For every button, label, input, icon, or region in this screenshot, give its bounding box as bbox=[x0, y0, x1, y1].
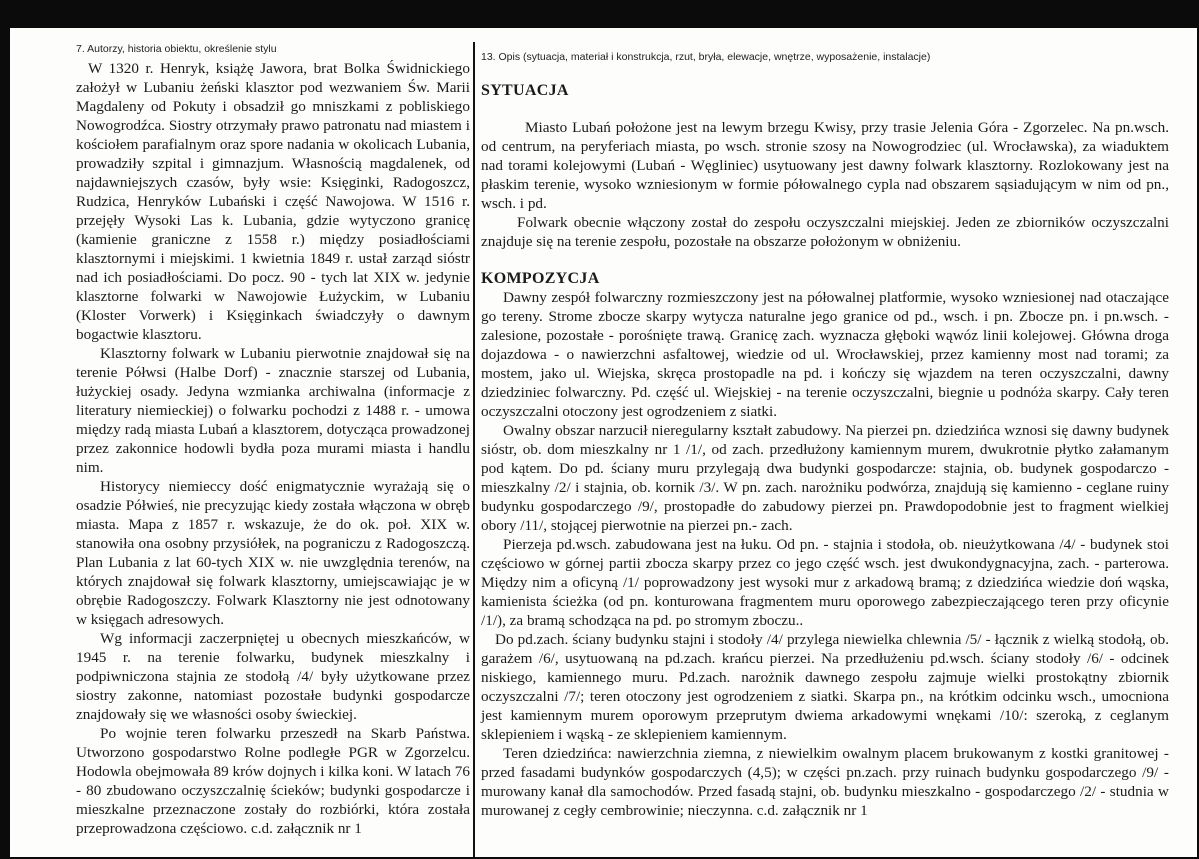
kompozycja-paragraph: Do pd.zach. ściany budynku stajni i stodoły /4/ przylega niewielka chlewnia /5/ - łącznik z wielką stodołą, ob. garażem /6/, usytuowaną na pd.zach. krańcu pierzei. Na przedłużeniu pd.wsch. ściany stodoły /6/ - odcinek niskiego, kamiennego muru. Pd.zach. narożnik dawnego zespołu zajmuje wielki prostokątny zbiornik oczyszczalni /7/; teren otoczony jest ogrodzeniem z siatki. Skarpa pn., na krótkim odcinku wsch., umocniona jest kamiennym murem oporowym przeprutym dwiema arkadowymi wnękami /10/: szeroką, z ceglanym sklepieniem i wąską - ze sklepieniem kamiennym. bbox=[481, 631, 1169, 743]
section-title-sytuacja: SYTUACJA bbox=[481, 82, 569, 99]
history-paragraph: Klasztorny folwark w Lubaniu pierwotnie znajdował się na terenie Półwsi (Halbe Dorf) - znacznie starszej od Lubania, łużyckiej osady. Jedyna wzmianka archiwalna (informacje z literatury niemieckiej) o folwarku pochodzi z 1488 r. - umowa między radą miasta Lubań a klasztorem, dotycząca prowadzonej przez zakonnice hodowli bydła poza murami miasta i handlu nim. bbox=[76, 345, 470, 476]
history-paragraph: W 1320 r. Henryk, książę Jawora, brat Bolka Świdnickiego założył w Lubaniu żeński klasztor pod wezwaniem Św. Marii Magdaleny od Pokuty i obsadził go mniszkami z pobliskiego Nowogrodźca. Siostry otrzymały prawo patronatu nad miastem i kościołem parafialnym oraz spore nadania w okolicach Lubania, prowadziły szpital i gimnazjum. Własnością magdalenek, od najdawniejszych czasów, były wsie: Księginki, Radogoszcz, Rudzica, Henryków Lubański i część Nawojowa. W 1516 r. przejęły Wysoki Las k. Lubania, gdzie wytyczono granicę (kamienie graniczne z 1558 r.) między posiadłościami klasztornymi i miejskimi. 1 kwietnia 1849 r. ustał zarząd sióstr nad ich posiadłościami. Do pocz. 90 - tych lat XIX w. jedynie klasztorne folwarki w Nawojowie Łużyckim, w Lubaniu (Kloster Vorwerk) i Księginkach świadczyły o dawnym bogactwie klasztoru. bbox=[76, 60, 470, 343]
history-header: 7. Autorzy, historia obiektu, określenie stylu bbox=[76, 43, 277, 55]
kompozycja-paragraph: Teren dziedzińca: nawierzchnia ziemna, z niewielkim owalnym placem brukowanym z kostki granitowej - przed fasadami budynków gospodarczych (4,5); w części pn.zach. przy ruinach budynku gospodarczego /9/ - murowany kanał dla samochodów. Przed fasadą stajni, ob. budynku mieszkalno - gospodarczego /2/ - studnia w murowanej z cegły cembrowinie; nieczynna. c.d. załącznik nr 1 bbox=[481, 745, 1169, 819]
kompozycja-paragraph: Pierzeja pd.wsch. zabudowana jest na łuku. Od pn. - stajnia i stodoła, ob. nieużytkowana /4/ - budynek stoi częściowo w górnej partii zbocza skarpy przez co jego część wsch. jest dwukondygnacyjna, zach. - parterowa. Między nim a oficyną /1/ poprowadzony jest wysoki mur z arkadową bramą; z dziedzińca wiedzie doń wąska, kamienista ścieżka (od pn. konturowana fragmentem muru oporowego zabezpieczającego teren przy oficynie /1/), za bramą schodząca na pd. po stromym zboczu.. bbox=[481, 536, 1169, 629]
document-page bbox=[10, 28, 1197, 857]
history-column bbox=[76, 43, 470, 838]
section-title-kompozycja: KOMPOZYCJA bbox=[481, 270, 600, 287]
kompozycja-paragraph: Owalny obszar narzucił nieregularny kształt zabudowy. Na pierzei pn. dziedzińca wznosi się dawny budynek sióstr, ob. dom mieszkalny nr 1 /1/, od zach. przedłużony kamiennym murem, dwukrotnie płytko załamanym pod kątem. Do pd. ściany muru przylegają dwa budynki gospodarcze: stajnia, ob. budynek gospodarczo - mieszkalny /2/ i stajnia, ob. kornik /3/. W pn. zach. narożniku podwórza, znajdują się kamienno - ceglane ruiny budynku gospodarczego /9/, prostopadłe do zabudowy pierzei pn. Prawdopodobnie jest to fragment wielkiej obory /11/, stojącej pierwotnie na pierzei pn.- zach. bbox=[481, 422, 1169, 534]
kompozycja-paragraph: Dawny zespół folwarczny rozmieszczony jest na półowalnej platformie, wysoko wzniesionej nad otaczające go tereny. Strome zbocze skarpy wytycza naturalne jego granice od pd., wsch. i pn. Zbocze pn. i pn.wsch. - zalesione, pozostałe - porośnięte trawą. Granicę zach. wyznacza głęboki wąwóz linii kolejowej. Główna droga dojazdowa - o nawierzchni asfaltowej, wiedzie od ul. Wrocławskiej, przez kamienny most nad torami; za mostem, jako ul. Wiejska, skręca prostopadle na pd. i kończy się wjazdem na teren oczyszczalni, dawny dziedziniec folwarczny. Pd. część ul. Wiejskiej - na terenie oczyszczalni, biegnie u podnóża skarpy. Cały teren oczyszczalni otoczony jest ogrodzeniem z siatki. bbox=[481, 289, 1169, 420]
history-paragraph: Wg informacji zaczerpniętej u obecnych mieszkańców, w 1945 r. na terenie folwarku, budynek mieszkalny i podpiwniczona stajnia ze stodołą /4/ były użytkowane przez siostry zakonne, natomiast pozostałe budynki gospodarcze znajdowały się we własności osoby świeckiej. bbox=[76, 630, 470, 723]
sytuacja-paragraph: Folwark obecnie włączony został do zespołu oczyszczalni miejskiej. Jeden ze zbiorników oczyszczalni znajduje się na terenie zespołu, pozostałe na obszarze położonym w obniżeniu. bbox=[481, 214, 1169, 250]
history-paragraph: Po wojnie teren folwarku przeszedł na Skarb Państwa. Utworzono gospodarstwo Rolne podległe PGR w Zgorzelcu. Hodowla obejmowała 89 krów dojnych i kilka koni. W latach 76 - 80 zbudowano oczyszczalnię ścieków; budynki gospodarcze i mieszkalne przeznaczone zostały do rozbiórki, która została przeprowadzona częściowo. c.d. załącznik nr 1 bbox=[76, 725, 470, 837]
description-header: 13. Opis (sytuacja, materiał i konstrukcja, rzut, bryła, elewacje, wnętrze, wyposażenie, instalacje) bbox=[481, 51, 931, 63]
history-paragraph: Historycy niemieccy dość enigmatycznie wyrażają się o osadzie Półwieś, nie precyzując kiedy została włączona w obręb miasta. Mapa z 1857 r. wskazuje, że do ok. poł. XIX w. stanowiła ona osobny przysiółek, na pograniczu z Radogoszczą. Plan Lubania z lat 60-tych XIX w. nie uwzględnia terenów, na których znajdował się folwark klasztorny, umiejscawiając je w obrębie Radogoszczy. Folwark Klasztorny nie jest odnotowany w księgach adresowych. bbox=[76, 478, 470, 628]
description-column bbox=[481, 51, 1169, 820]
sytuacja-paragraph: Miasto Lubań położone jest na lewym brzegu Kwisy, przy trasie Jelenia Góra - Zgorzelec. Na pn.wsch. od centrum, na peryferiach miasta, po wsch. stronie szosy na Nowogrodziec (ul. Wrocławska), za wiaduktem nad torami kolejowymi (Lubań - Węgliniec) usytuowany jest dawny folwark klasztorny. Rozlokowany jest na płaskim terenie, wysoko wzniesionym w formie półowalnego cypla nad obszarem sąsiadującym w nim od pn., wsch. i pd. bbox=[481, 119, 1169, 212]
column-divider bbox=[473, 42, 475, 857]
